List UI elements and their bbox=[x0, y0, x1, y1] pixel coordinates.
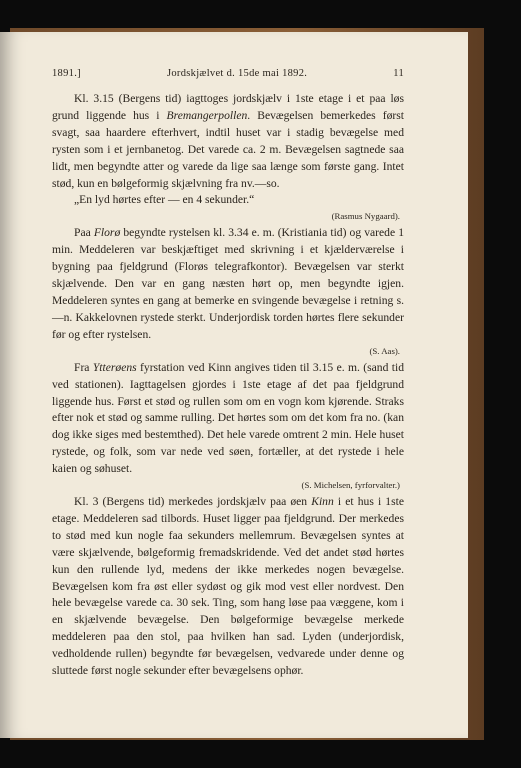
running-head bbox=[52, 68, 404, 91]
place-name-italic: Kinn bbox=[311, 495, 334, 509]
section-ytteroen bbox=[52, 360, 404, 493]
paragraph bbox=[52, 91, 404, 192]
text-segment: begyndte rystelsen kl. 3.34 e. m. (Kristiania tid) og varede 1 min. Meddeleren var beskjæftiget med skrivning i et kjælderværelse i bygning paa fjeldgrund (Florøs telegrafkontor). Bevægelsen var sterkt skjælvende. Den var en gang næsten hørt op, men begyndte igjen. Meddeleren syntes en gang at bemerke en svingende bevægelse i retning s.—n. Kakkelovnen rystede sterkt. Underjordisk torden hørtes flere sekunder før og efter rystelsen. bbox=[52, 226, 404, 341]
section-kinn bbox=[52, 494, 404, 680]
paragraph bbox=[52, 360, 404, 478]
book-page bbox=[0, 32, 468, 738]
place-name-italic: Bremangerpollen bbox=[166, 108, 248, 122]
body-text bbox=[52, 91, 404, 680]
section-floro bbox=[52, 225, 404, 358]
section-bremangerpollen bbox=[52, 91, 404, 224]
signature-nygaard: (Rasmus Nygaard). bbox=[331, 211, 400, 222]
running-head-year: 1891.] bbox=[52, 68, 81, 79]
page-content bbox=[52, 68, 404, 680]
text-segment: fyrstation ved Kinn angives tiden til 3.15 e. m. (sand tid ved stationen). Iagttagelsen gjordes i 1ste etage af det paa fjeldgrund liggende hus. Først et stød og rullen som om en vogn kom kjørende. Straks efter nok et stød og samme rulling. Det hørtes som om det kom fra no. (kan dog ikke siges med bestemthed). Det hele varede omtrent 2 min. Hele huset rystede, og folk, som var nede ved søen, fortæller, at det rystede i hele kaien og søhuset. bbox=[52, 360, 405, 476]
place-name-italic: Ytterøens bbox=[92, 360, 137, 374]
signature-michelsen: (S. Michelsen, fyrforvalter.) bbox=[301, 480, 400, 491]
paragraph bbox=[52, 494, 404, 680]
text-segment: . Bevægelsen bemerkedes først svagt, saa haardere efterhvert, indtil huset var i stadig bevægelse med rysten som i et jernbanetog. Det varede ca. 2 m. Bevægelsen sagtnede saa lidt, men begyndte atter og varede da lige saa længe som første gang. Intet stød, kun en bølgeformig skjælvning fra nv.—so. bbox=[52, 108, 404, 190]
page-number: 11 bbox=[393, 68, 404, 79]
text-segment: Kl. 3.15 (Bergens tid) iagttoges jordskjælv i 1ste etage i et paa løs grund liggende hus i bbox=[52, 92, 404, 122]
text-segment: Fra bbox=[74, 360, 93, 374]
place-name-italic: Florø bbox=[93, 226, 121, 240]
signature-aas: (S. Aas). bbox=[369, 345, 400, 356]
running-head-title: Jordskjælvet d. 15de mai 1892. bbox=[166, 68, 308, 79]
paragraph bbox=[52, 225, 404, 343]
text-segment: „En lyd hørtes efter — en 4 sekunder.“ bbox=[74, 193, 255, 207]
text-segment: i et hus i 1ste etage. Meddeleren sad tilbords. Huset ligger paa fjeldgrund. Der merkedes to stød med kun nogle faa sekunders mellemrum. Bevægelsen syntes at være skjælvende, bølgeformig fremadskridende. Ved det andet stød hørtes kun den rullende lyd, medens der ikke merkedes nogen bevægelse. Bevægelsen kom fra øst eller sydøst og gik mod vest eller nordvest. Den hele bevægelse varede ca. 30 sek. Ting, som hang løse paa væggene, kom i en skjælvende bevægelse. Den bølgeformige bevægelse merkede meddeleren paa den stol, paa hvilken han sad. Lyden (underjordisk, vedholdende rullen) begyndte før bevægelsen, vedvarede under denne og sluttede først nogle sekunder efter bevægelsens ophør. bbox=[52, 495, 404, 678]
paragraph bbox=[52, 192, 404, 209]
text-segment: Paa bbox=[74, 226, 94, 240]
text-segment: Kl. 3 (Bergens tid) merkedes jordskjælv paa øen bbox=[74, 495, 312, 509]
